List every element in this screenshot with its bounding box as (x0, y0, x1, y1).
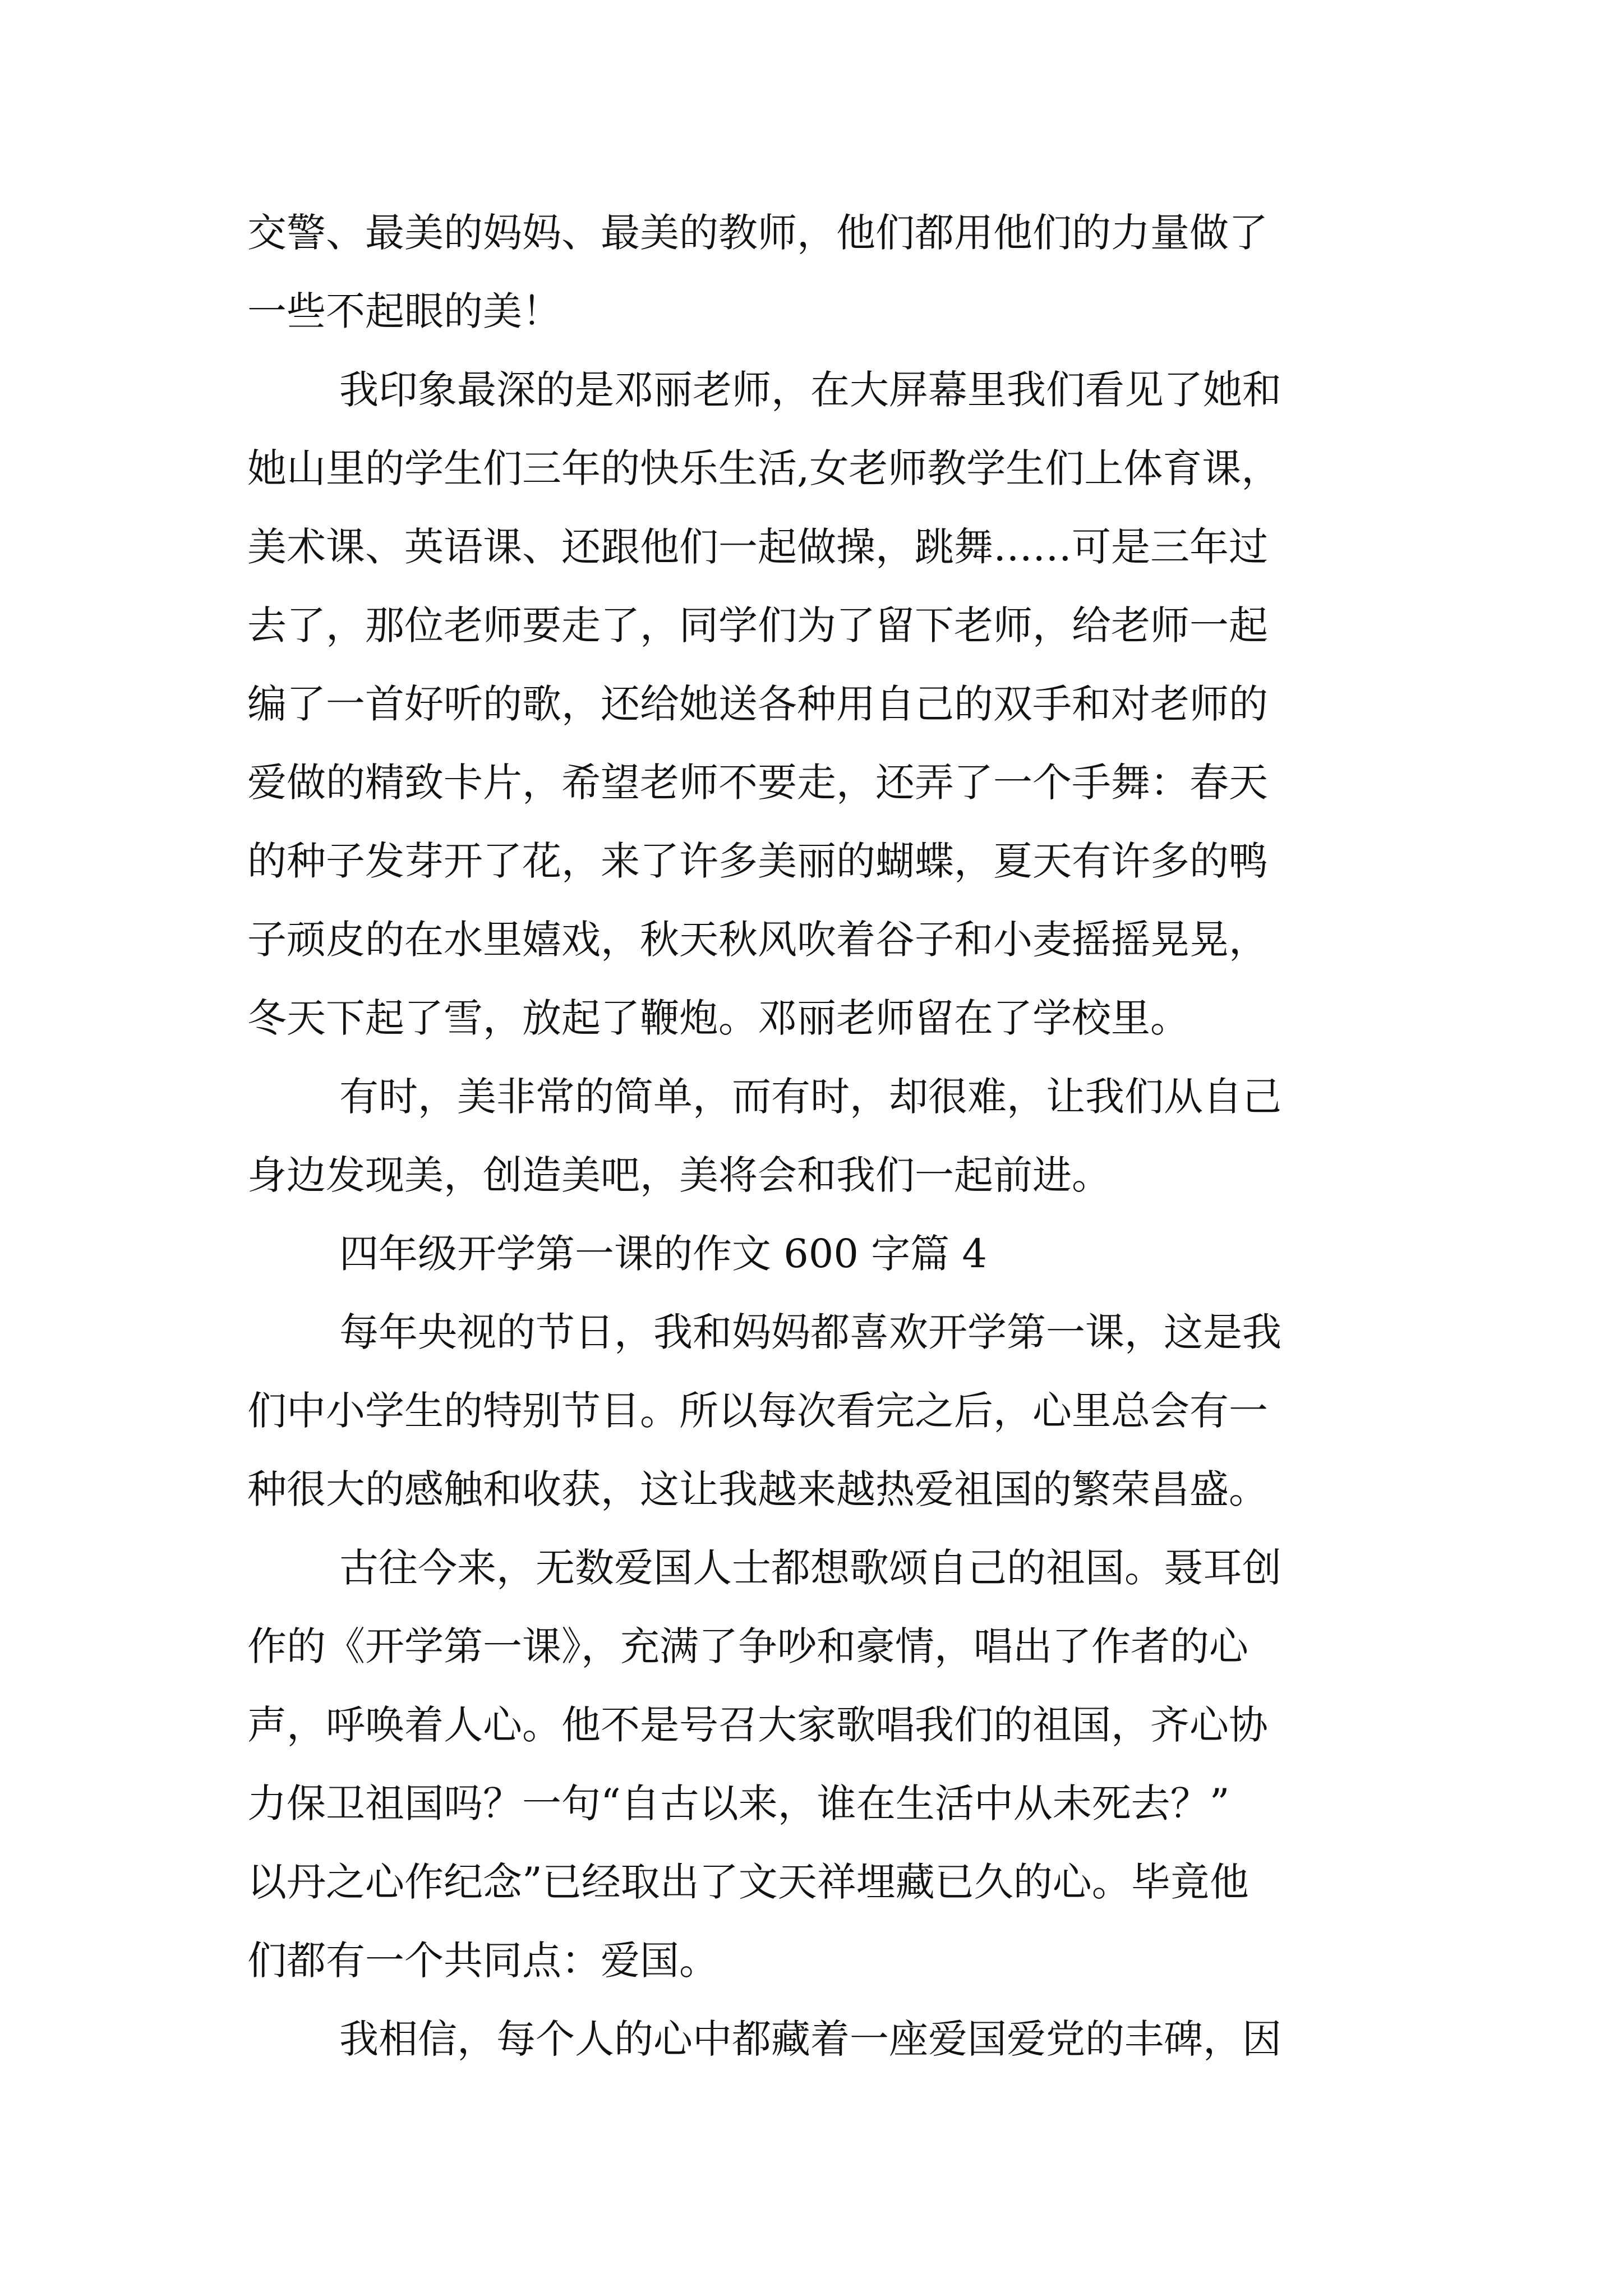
text-line: 种很大的感触和收获，这让我越来越热爱祖国的繁荣昌盛。 (247, 1466, 1268, 1512)
text-line: 们都有一个共同点：爱国。 (247, 1938, 718, 1984)
text-line: 我印象最深的是邓丽老师，在大屏幕里我们看见了她和 (339, 367, 1281, 413)
text-line: 编了一首好听的歌，还给她送各种用自己的双手和对老师的 (247, 681, 1268, 727)
text-line: 去了，那位老师要走了，同学们为了留下老师，给老师一起 (247, 602, 1268, 648)
text-line: 们中小学生的特别节目。所以每次看完之后，心里总会有一 (247, 1388, 1268, 1434)
text-line: 美术课、英语课、还跟他们一起做操，跳舞……可是三年过 (247, 524, 1268, 570)
text-line: 她山里的学生们三年的快乐生活,女老师教学生们上体育课， (247, 445, 1281, 491)
text-line: 作的《开学第一课》，充满了争吵和豪情，唱出了作者的心 (247, 1623, 1248, 1669)
text-line: 古往今来，无数爱国人士都想歌颂自己的祖国。聂耳创 (339, 1545, 1281, 1591)
text-line: 交警、最美的妈妈、最美的教师，他们都用他们的力量做了 (247, 210, 1268, 256)
section-heading: 四年级开学第一课的作文 600 字篇 4 (339, 1231, 987, 1277)
text-line: 爱做的精致卡片，希望老师不要走，还弄了一个手舞：春天 (247, 760, 1268, 806)
text-line: 以丹之心作纪念”已经取出了文天祥埋藏已久的心。毕竟他 (247, 1859, 1249, 1905)
text-line: 每年央视的节日，我和妈妈都喜欢开学第一课，这是我 (339, 1309, 1281, 1355)
text-line: 声，呼唤着人心。他不是号召大家歌唱我们的祖国，齐心协 (247, 1702, 1268, 1748)
text-line: 冬天下起了雪，放起了鞭炮。邓丽老师留在了学校里。 (247, 995, 1189, 1041)
text-line: 有时，美非常的简单，而有时，却很难，让我们从自己 (339, 1074, 1281, 1120)
text-line: 一些不起眼的美！ (247, 288, 561, 334)
text-line: 我相信，每个人的心中都藏着一座爱国爱党的丰碑，因 (339, 2016, 1281, 2062)
text-line: 力保卫祖国吗？一句“自古以来，谁在生活中从未死去？” (247, 1780, 1230, 1826)
text-line: 子顽皮的在水里嬉戏，秋天秋风吹着谷子和小麦摇摇晃晃， (247, 917, 1268, 963)
text-line: 的种子发芽开了花，来了许多美丽的蝴蝶，夏天有许多的鸭 (247, 838, 1268, 884)
text-line: 身边发现美，创造美吧，美将会和我们一起前进。 (247, 1152, 1111, 1198)
